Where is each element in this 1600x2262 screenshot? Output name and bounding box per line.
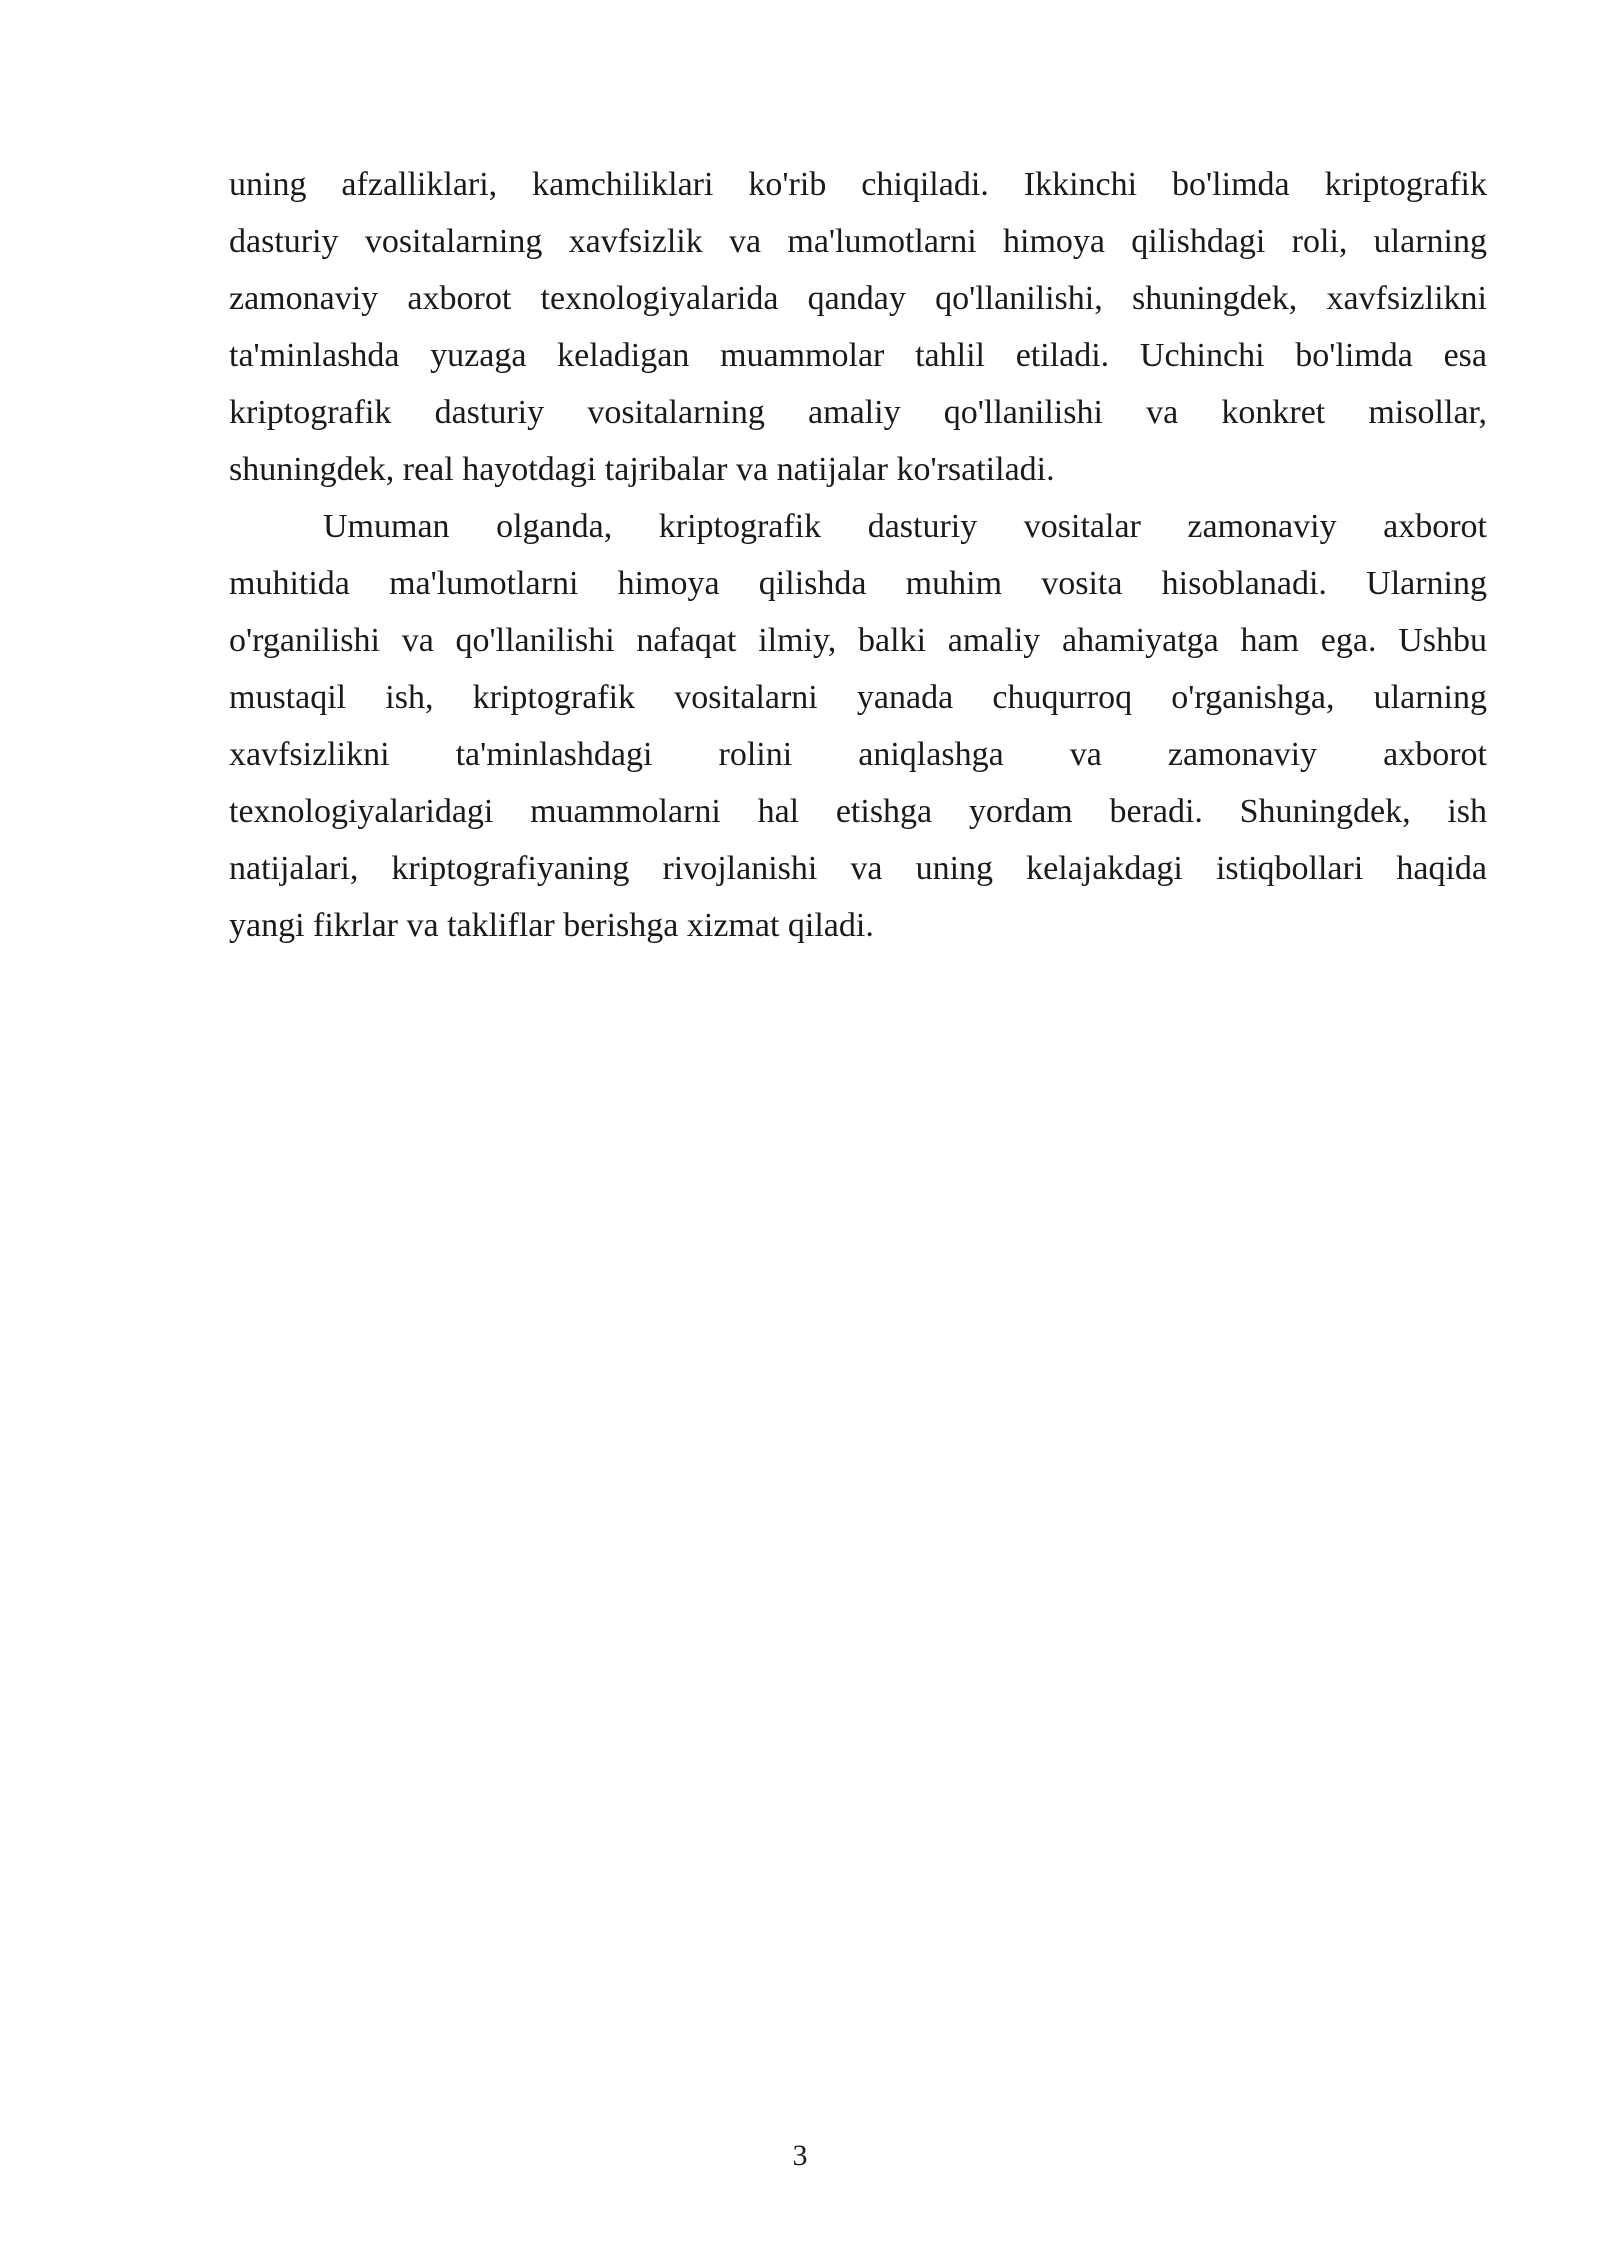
paragraph-line: dasturiy vositalarning xavfsizlik va ma'lumotlarni himoya qilishdagi roli, ularning: [229, 223, 1487, 260]
paragraph-line: mustaqil ish, kriptografik vositalarni yanada chuqurroq o'rganishga, ularning: [229, 679, 1487, 716]
paragraph-line: xavfsizlikni ta'minlashdagi rolini aniqlashga va zamonaviy axborot: [229, 736, 1487, 773]
paragraph-line: uning afzalliklari, kamchiliklari ko'rib chiqiladi. Ikkinchi bo'limda kriptografik: [229, 166, 1487, 203]
body-text: [229, 156, 1487, 954]
paragraph-line: shuningdek, real hayotdagi tajribalar va natijalar ko'rsatiladi.: [229, 451, 1055, 488]
paragraph-line: Umuman olganda, kriptografik dasturiy vositalar zamonaviy axborot: [323, 508, 1487, 545]
paragraph-line: yangi fikrlar va takliflar berishga xizmat qiladi.: [229, 907, 874, 944]
paragraph-line: zamonaviy axborot texnologiyalarida qanday qo'llanilishi, shuningdek, xavfsizlikni: [229, 280, 1487, 317]
page-number: 3: [792, 2139, 808, 2172]
paragraph-1: [229, 156, 1487, 498]
paragraph-line: o'rganilishi va qo'llanilishi nafaqat ilmiy, balki amaliy ahamiyatga ham ega. Ushbu: [229, 622, 1487, 659]
paragraph-2: [229, 498, 1487, 954]
paragraph-line: kriptografik dasturiy vositalarning amaliy qo'llanilishi va konkret misollar,: [229, 394, 1487, 431]
paragraph-line: texnologiyalaridagi muammolarni hal etishga yordam beradi. Shuningdek, ish: [229, 793, 1487, 830]
paragraph-line: muhitida ma'lumotlarni himoya qilishda muhim vosita hisoblanadi. Ularning: [229, 565, 1487, 602]
paragraph-line: natijalari, kriptografiyaning rivojlanishi va uning kelajakdagi istiqbollari haqida: [229, 850, 1487, 887]
paragraph-line: ta'minlashda yuzaga keladigan muammolar tahlil etiladi. Uchinchi bo'limda esa: [229, 337, 1487, 374]
